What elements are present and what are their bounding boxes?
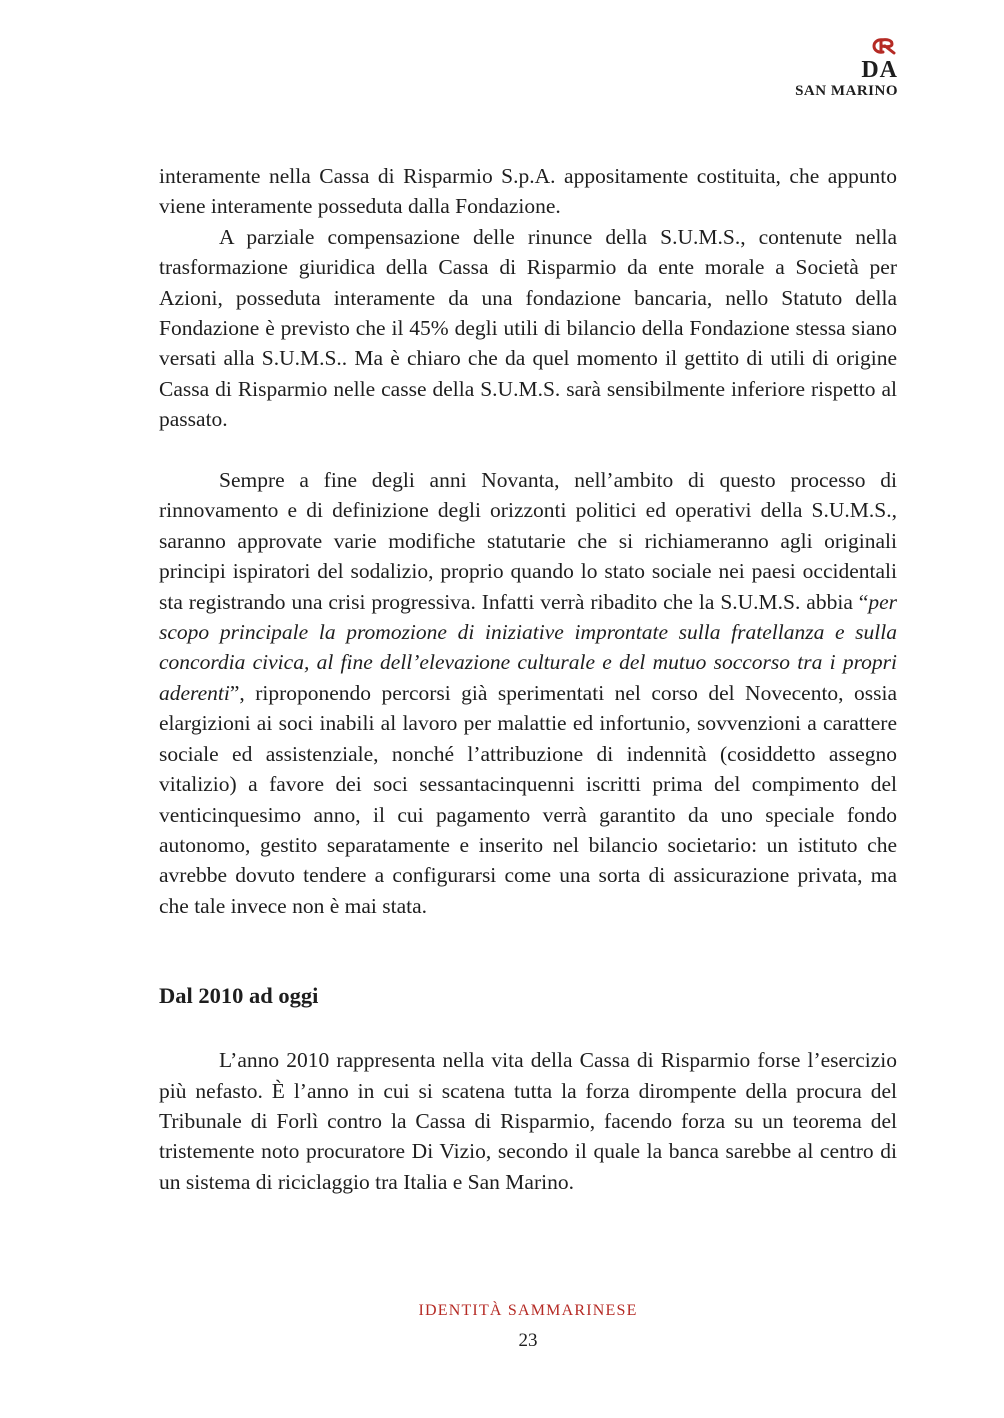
paragraph-3 <box>159 465 897 921</box>
section-heading: Dal 2010 ad oggi <box>159 983 319 1009</box>
cr-monogram-icon <box>872 36 898 56</box>
paragraph-3-text-before: Sempre a fine degli anni Novanta, nell’ambito di questo processo di rinnovamento e di definizione degli orizzonti politici ed operativi della S.U.M.S., saranno approvate varie modifiche statutarie che si richiameranno agli originali principi ispiratori del sodalizio, proprio quando lo stato sociale nei paesi occidentali sta registrando una crisi progressiva. Infatti verrà ribadito che la S.U.M.S. abbia “ <box>159 468 897 614</box>
paragraph-1: interamente nella Cassa di Risparmio S.p.A. appositamente costituita, che appunto viene interamente posseduta dalla Fondazione. <box>159 164 897 219</box>
paragraph-2: A parziale compensazione delle rinunce della S.U.M.S., contenute nella trasformazione giuridica della Cassa di Risparmio da ente morale a Società per Azioni, posseduta interamente da una fondazione bancaria, nello Statuto della Fondazione è previsto che il 45% degli utili di bilancio della Fondazione stessa siano versati alla S.U.M.S.. Ma è chiaro che da quel momento il gettito di utili di origine Cassa di Risparmio nelle casse della S.U.M.S. sarà sensibilmente inferiore rispetto al passato. <box>159 224 897 432</box>
header-subtitle: SAN MARINO <box>795 83 898 99</box>
page-header <box>795 36 898 100</box>
page-footer <box>0 1300 1004 1354</box>
footer-title: IDENTITÀ SAMMARINESE <box>418 1302 638 1319</box>
statute-quote: per scopo principale la promozione di iniziative improntate sulla fratellanza e sulla concordia civica, al fine dell’elevazione culturale e del mutuo soccorso tra i propri aderenti <box>159 589 897 705</box>
paragraph-4: L’anno 2010 rappresenta nella vita della Cassa di Risparmio forse l’esercizio più nefasto. È l’anno in cui si scatena tutta la forza dirompente della procura del Tribunale di Forlì contro la Cassa di Risparmio, facendo forza su un teorema del tristemente noto procuratore Di Vizio, secondo il quale la banca sarebbe al centro di un sistema di riciclaggio tra Italia e San Marino. <box>159 1048 897 1194</box>
article-body <box>159 161 897 1197</box>
header-title: DA <box>861 57 898 83</box>
page-number: 23 <box>518 1330 538 1351</box>
paragraph-3-text-after: ”, riproponendo percorsi già sperimentati nel corso del Novecento, ossia elargizioni ai soci inabili al lavoro per malattie ed infortunio, sovvenzioni a carattere sociale ed assistenziale, nonché l’attribuzione di indennità (cosiddetto assegno vitalizio) a favore dei soci sessantacinquenni iscritti prima del compimento del venticinquesimo anno, il cui pagamento verrà garantito da uno speciale fondo autonomo, gestito separatamente e inserito nel bilancio societario: un istituto che avrebbe dovuto tendere a configurarsi come una sorta di assicurazione privata, ma che tale invece non è mai stata. <box>159 680 897 918</box>
